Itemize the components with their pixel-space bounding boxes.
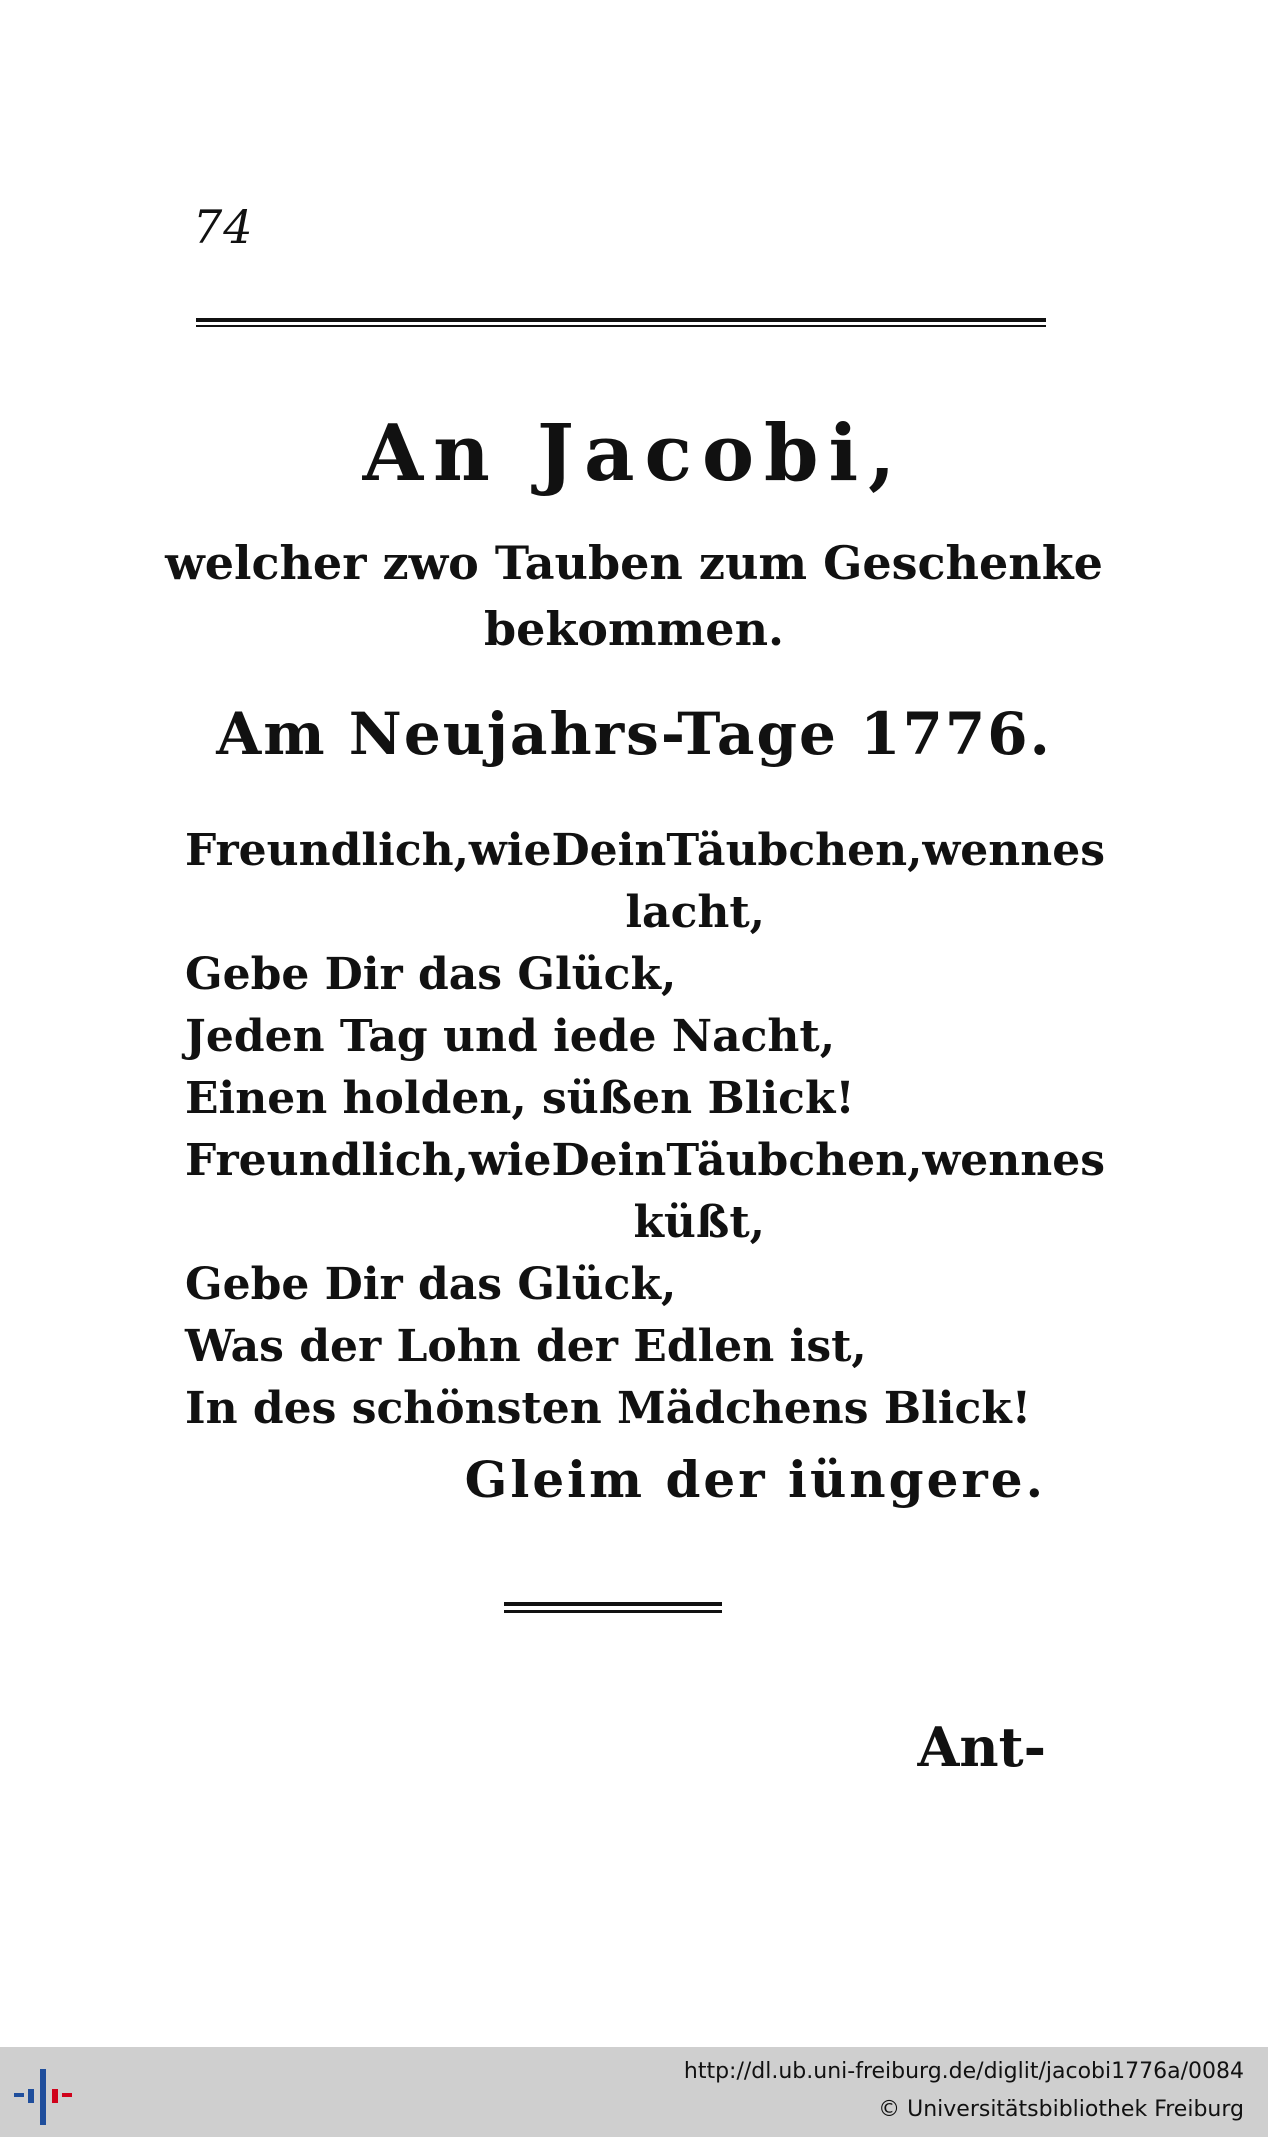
poem-line-2: Gebe Dir das Glück,	[185, 949, 677, 1000]
library-logo-icon	[14, 2065, 72, 2127]
poem-title: An Jacobi,	[362, 408, 906, 499]
poem-word: wenn	[922, 825, 1053, 876]
permalink-url[interactable]: http://dl.ub.uni-freiburg.de/diglit/jacobi1776a/0084	[683, 2059, 1244, 2084]
poem-word: es	[1052, 825, 1106, 876]
poem-word: Dein	[551, 1135, 667, 1186]
poem-body	[185, 820, 1106, 1440]
poem-word: Dein	[551, 825, 667, 876]
poem-word: wie	[468, 825, 552, 876]
poem-word: Freundlich,	[185, 1135, 469, 1186]
catchword: Ant-	[917, 1715, 1046, 1779]
poem-line-7: Was der Lohn der Edlen ist,	[185, 1321, 867, 1372]
header-rule	[196, 318, 1046, 330]
poem-line-3: Jeden Tag und iede Nacht,	[185, 1011, 836, 1062]
poem-line-6: Gebe Dir das Glück,	[185, 1259, 677, 1310]
closing-rule	[504, 1602, 722, 1616]
poem-line-4: Einen holden, süßen Blick!	[185, 1073, 855, 1124]
viewer-footer	[0, 2047, 1268, 2137]
author-signature: Gleim der iüngere.	[464, 1450, 1046, 1509]
poem-word: es	[1052, 1135, 1106, 1186]
poem-line-5	[185, 1130, 1106, 1192]
poem-word: wie	[468, 1135, 552, 1186]
copyright-notice: © Universitätsbibliothek Freiburg	[878, 2097, 1244, 2122]
poem-line-1-turnover: lacht,	[625, 887, 765, 938]
poem-line-5-turnover: küßt,	[633, 1197, 765, 1248]
poem-line-8: In des schönsten Mädchens Blick!	[185, 1383, 1032, 1434]
poem-word: wenn	[922, 1135, 1053, 1186]
poem-word: Täubchen,	[666, 825, 923, 876]
subtitle-line-1: welcher zwo Tauben zum Geschenke	[165, 536, 1103, 590]
poem-word: Täubchen,	[666, 1135, 923, 1186]
dateline: Am Neujahrs-Tage 1776.	[216, 700, 1052, 768]
poem-word: Freundlich,	[185, 825, 469, 876]
poem-subtitle	[0, 530, 1268, 662]
poem-line-1	[185, 820, 1106, 882]
page-number: 74	[193, 200, 254, 254]
subtitle-line-2: bekommen.	[483, 602, 785, 656]
